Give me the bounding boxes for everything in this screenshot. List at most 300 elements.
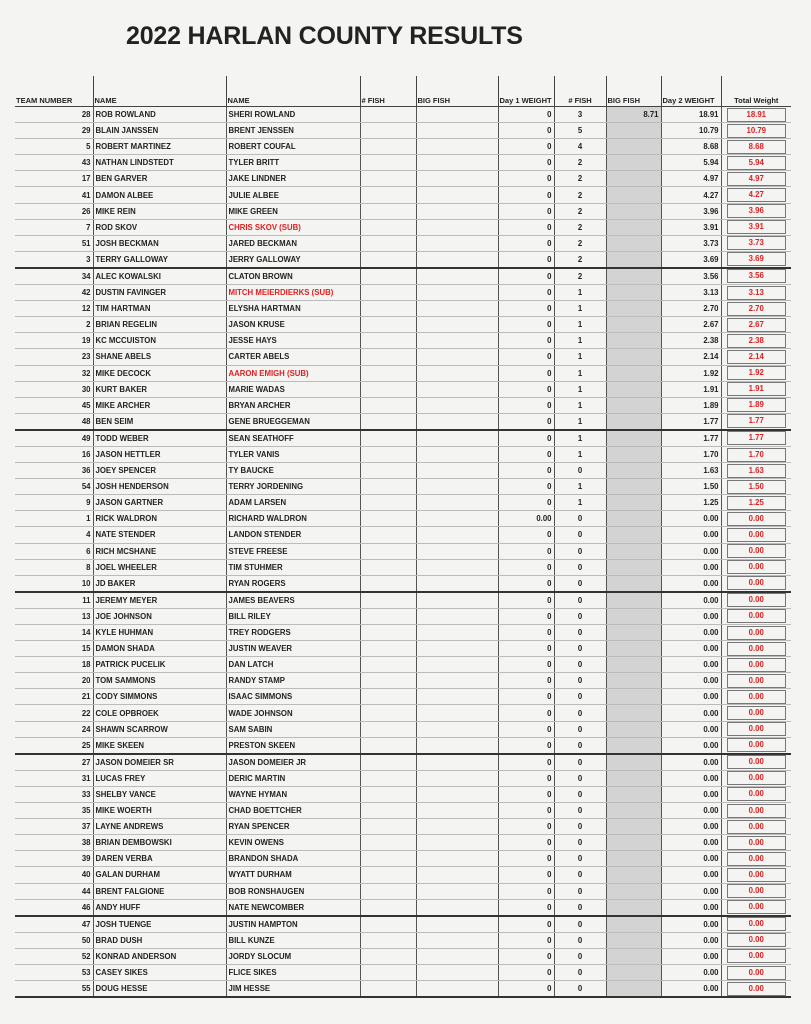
day1-weight-cell: 0 bbox=[498, 349, 554, 365]
fish-day1-cell bbox=[360, 737, 416, 754]
name-1-cell: JOSH TUENGE bbox=[93, 916, 226, 933]
total-weight-value: 0.00 bbox=[727, 626, 787, 640]
table-row bbox=[15, 964, 791, 980]
day1-weight-cell: 0 bbox=[498, 819, 554, 835]
big-fish-day1-cell bbox=[416, 737, 498, 754]
name-2-cell: LANDON STENDER bbox=[226, 527, 360, 543]
big-fish-day2-cell bbox=[606, 381, 661, 397]
name-2-cell: MIKE GREEN bbox=[226, 203, 360, 219]
day1-weight-cell: 0 bbox=[498, 559, 554, 575]
day1-weight-cell: 0 bbox=[498, 737, 554, 754]
big-fish-day1-cell bbox=[416, 301, 498, 317]
big-fish-day2-cell bbox=[606, 203, 661, 219]
team-number-cell: 44 bbox=[15, 883, 93, 899]
fish-day1-cell bbox=[360, 139, 416, 155]
total-weight-value: 0.00 bbox=[727, 528, 787, 542]
team-number-cell: 20 bbox=[15, 673, 93, 689]
big-fish-day2-cell bbox=[606, 948, 661, 964]
team-number-cell: 43 bbox=[15, 155, 93, 171]
day2-weight-cell: 10.79 bbox=[661, 123, 721, 139]
fish-day2-cell: 0 bbox=[554, 867, 606, 883]
team-number-cell: 42 bbox=[15, 285, 93, 301]
team-number-cell: 2 bbox=[15, 317, 93, 333]
table-row bbox=[15, 413, 791, 430]
big-fish-day1-cell bbox=[416, 203, 498, 219]
big-fish-day2-cell bbox=[606, 446, 661, 462]
team-number-cell: 49 bbox=[15, 430, 93, 447]
table-row bbox=[15, 559, 791, 575]
day2-weight-cell: 0.00 bbox=[661, 964, 721, 980]
total-weight-cell bbox=[721, 139, 791, 155]
table-row bbox=[15, 608, 791, 624]
total-weight-value: 1.92 bbox=[727, 366, 787, 380]
total-weight-value: 0.00 bbox=[727, 738, 787, 752]
day2-weight-cell: 2.70 bbox=[661, 301, 721, 317]
name-1-cell: JOEY SPENCER bbox=[93, 463, 226, 479]
name-2-cell: RICHARD WALDRON bbox=[226, 511, 360, 527]
table-row bbox=[15, 835, 791, 851]
total-weight-value: 0.00 bbox=[727, 576, 787, 590]
day1-weight-cell: 0 bbox=[498, 575, 554, 592]
name-2-cell: TERRY JORDENING bbox=[226, 479, 360, 495]
big-fish-day2-cell bbox=[606, 737, 661, 754]
total-weight-cell bbox=[721, 333, 791, 349]
page-title: 2022 HARLAN COUNTY RESULTS bbox=[126, 22, 523, 50]
name-1-cell: DUSTIN FAVINGER bbox=[93, 285, 226, 301]
name-1-cell: DAMON SHADA bbox=[93, 641, 226, 657]
fish-day2-cell: 2 bbox=[554, 219, 606, 235]
big-fish-day1-cell bbox=[416, 657, 498, 673]
table-row bbox=[15, 575, 791, 592]
fish-day1-cell bbox=[360, 899, 416, 916]
total-weight-cell bbox=[721, 123, 791, 139]
big-fish-day2-cell bbox=[606, 333, 661, 349]
total-weight-value: 0.00 bbox=[727, 836, 787, 850]
day2-weight-cell: 3.69 bbox=[661, 251, 721, 268]
big-fish-day2-cell bbox=[606, 786, 661, 802]
big-fish-day1-cell bbox=[416, 803, 498, 819]
team-number-cell: 46 bbox=[15, 899, 93, 916]
total-weight-cell bbox=[721, 867, 791, 883]
team-number-cell: 53 bbox=[15, 964, 93, 980]
name-1-cell: JASON DOMEIER SR bbox=[93, 754, 226, 771]
day1-weight-cell: 0 bbox=[498, 883, 554, 899]
name-1-cell: BEN SEIM bbox=[93, 413, 226, 430]
team-number-cell: 9 bbox=[15, 495, 93, 511]
big-fish-day1-cell bbox=[416, 981, 498, 998]
big-fish-day1-cell bbox=[416, 285, 498, 301]
day2-weight-cell: 0.00 bbox=[661, 754, 721, 771]
name-1-cell: TERRY GALLOWAY bbox=[93, 251, 226, 268]
big-fish-day1-cell bbox=[416, 430, 498, 447]
fish-day2-cell: 4 bbox=[554, 139, 606, 155]
fish-day1-cell bbox=[360, 511, 416, 527]
total-weight-value: 0.00 bbox=[727, 917, 787, 931]
big-fish-day2-cell bbox=[606, 527, 661, 543]
fish-day1-cell bbox=[360, 641, 416, 657]
fish-day2-cell: 5 bbox=[554, 123, 606, 139]
team-number-cell: 40 bbox=[15, 867, 93, 883]
team-number-cell: 41 bbox=[15, 187, 93, 203]
name-1-cell: MIKE DECOCK bbox=[93, 365, 226, 381]
table-row bbox=[15, 317, 791, 333]
fish-day1-cell bbox=[360, 883, 416, 899]
total-weight-value: 0.00 bbox=[727, 820, 787, 834]
day2-weight-cell: 3.56 bbox=[661, 268, 721, 285]
day1-weight-cell: 0 bbox=[498, 705, 554, 721]
big-fish-day2-cell bbox=[606, 770, 661, 786]
total-weight-cell bbox=[721, 251, 791, 268]
big-fish-day1-cell bbox=[416, 171, 498, 187]
big-fish-day2-cell bbox=[606, 883, 661, 899]
total-weight-value: 0.00 bbox=[727, 690, 787, 704]
table-row bbox=[15, 430, 791, 447]
table-row bbox=[15, 625, 791, 641]
day2-weight-cell: 0.00 bbox=[661, 948, 721, 964]
name-2-cell: JUSTIN WEAVER bbox=[226, 641, 360, 657]
big-fish-day1-cell bbox=[416, 365, 498, 381]
day1-weight-cell: 0 bbox=[498, 657, 554, 673]
name-2-cell: JASON DOMEIER JR bbox=[226, 754, 360, 771]
day1-weight-cell: 0 bbox=[498, 268, 554, 285]
day2-weight-cell: 0.00 bbox=[661, 657, 721, 673]
team-number-cell: 8 bbox=[15, 559, 93, 575]
table-row bbox=[15, 786, 791, 802]
day1-weight-cell: 0 bbox=[498, 187, 554, 203]
name-1-cell: BEN GARVER bbox=[93, 171, 226, 187]
big-fish-day1-cell bbox=[416, 107, 498, 123]
day1-weight-cell: 0 bbox=[498, 867, 554, 883]
total-weight-value: 0.00 bbox=[727, 771, 787, 785]
fish-day2-cell: 0 bbox=[554, 608, 606, 624]
total-weight-value: 1.77 bbox=[727, 414, 787, 428]
total-weight-cell bbox=[721, 721, 791, 737]
big-fish-day2-cell bbox=[606, 867, 661, 883]
day1-weight-cell: 0.00 bbox=[498, 511, 554, 527]
team-number-cell: 24 bbox=[15, 721, 93, 737]
team-number-cell: 27 bbox=[15, 754, 93, 771]
fish-day1-cell bbox=[360, 495, 416, 511]
total-weight-cell bbox=[721, 754, 791, 771]
big-fish-day2-cell bbox=[606, 413, 661, 430]
name-1-cell: KYLE HUHMAN bbox=[93, 625, 226, 641]
total-weight-cell bbox=[721, 625, 791, 641]
day2-weight-cell: 4.27 bbox=[661, 187, 721, 203]
total-weight-cell bbox=[721, 916, 791, 933]
fish-day2-cell: 0 bbox=[554, 575, 606, 592]
total-weight-cell bbox=[721, 446, 791, 462]
name-2-cell: TYLER VANIS bbox=[226, 446, 360, 462]
total-weight-value: 5.94 bbox=[727, 156, 787, 170]
table-row bbox=[15, 819, 791, 835]
big-fish-day2-cell bbox=[606, 235, 661, 251]
team-number-cell: 37 bbox=[15, 819, 93, 835]
big-fish-day1-cell bbox=[416, 705, 498, 721]
total-weight-cell bbox=[721, 981, 791, 998]
day2-weight-cell: 3.73 bbox=[661, 235, 721, 251]
fish-day2-cell: 2 bbox=[554, 187, 606, 203]
day1-weight-cell: 0 bbox=[498, 317, 554, 333]
table-row bbox=[15, 673, 791, 689]
big-fish-day1-cell bbox=[416, 689, 498, 705]
table-row bbox=[15, 737, 791, 754]
name-2-cell: SAM SABIN bbox=[226, 721, 360, 737]
day1-weight-cell: 0 bbox=[498, 721, 554, 737]
table-row bbox=[15, 268, 791, 285]
team-number-cell: 26 bbox=[15, 203, 93, 219]
big-fish-day2-cell bbox=[606, 317, 661, 333]
fish-day2-cell: 3 bbox=[554, 107, 606, 123]
big-fish-day2-cell bbox=[606, 349, 661, 365]
name-2-cell: CHAD BOETTCHER bbox=[226, 803, 360, 819]
total-weight-cell bbox=[721, 171, 791, 187]
big-fish-day1-cell bbox=[416, 463, 498, 479]
name-2-cell: CARTER ABELS bbox=[226, 349, 360, 365]
fish-day1-cell bbox=[360, 575, 416, 592]
name-2-cell: RYAN ROGERS bbox=[226, 575, 360, 592]
name-1-cell: JD BAKER bbox=[93, 575, 226, 592]
day1-weight-cell: 0 bbox=[498, 381, 554, 397]
day1-weight-cell: 0 bbox=[498, 608, 554, 624]
day1-weight-cell: 0 bbox=[498, 527, 554, 543]
team-number-cell: 7 bbox=[15, 219, 93, 235]
name-2-cell: ELYSHA HARTMAN bbox=[226, 301, 360, 317]
day2-weight-cell: 0.00 bbox=[661, 819, 721, 835]
name-1-cell: SHELBY VANCE bbox=[93, 786, 226, 802]
day2-weight-cell: 2.67 bbox=[661, 317, 721, 333]
total-weight-value: 3.56 bbox=[727, 269, 787, 283]
big-fish-day1-cell bbox=[416, 608, 498, 624]
table-row bbox=[15, 171, 791, 187]
team-number-cell: 30 bbox=[15, 381, 93, 397]
total-weight-cell bbox=[721, 770, 791, 786]
name-2-cell: BRYAN ARCHER bbox=[226, 397, 360, 413]
big-fish-day1-cell bbox=[416, 851, 498, 867]
big-fish-day2-cell bbox=[606, 932, 661, 948]
team-number-cell: 47 bbox=[15, 916, 93, 933]
table-row bbox=[15, 592, 791, 609]
day1-weight-cell: 0 bbox=[498, 413, 554, 430]
team-number-cell: 16 bbox=[15, 446, 93, 462]
total-weight-value: 0.00 bbox=[727, 933, 787, 947]
total-weight-value: 0.00 bbox=[727, 706, 787, 720]
name-1-cell: DOUG HESSE bbox=[93, 981, 226, 998]
day1-weight-cell: 0 bbox=[498, 754, 554, 771]
name-2-cell: BRENT JENSSEN bbox=[226, 123, 360, 139]
name-1-cell: TIM HARTMAN bbox=[93, 301, 226, 317]
name-2-cell: DERIC MARTIN bbox=[226, 770, 360, 786]
day2-weight-cell: 1.77 bbox=[661, 413, 721, 430]
day2-weight-cell: 1.92 bbox=[661, 365, 721, 381]
total-weight-cell bbox=[721, 592, 791, 609]
team-number-cell: 36 bbox=[15, 463, 93, 479]
header-big-fish-day2: BIG FISH bbox=[606, 76, 661, 107]
name-1-cell: GALAN DURHAM bbox=[93, 867, 226, 883]
name-2-cell: STEVE FREESE bbox=[226, 543, 360, 559]
big-fish-day1-cell bbox=[416, 721, 498, 737]
big-fish-day1-cell bbox=[416, 235, 498, 251]
day2-weight-cell: 1.70 bbox=[661, 446, 721, 462]
total-weight-value: 1.63 bbox=[727, 464, 787, 478]
table-row bbox=[15, 301, 791, 317]
fish-day1-cell bbox=[360, 527, 416, 543]
day1-weight-cell: 0 bbox=[498, 916, 554, 933]
total-weight-cell bbox=[721, 786, 791, 802]
total-weight-cell bbox=[721, 155, 791, 171]
fish-day1-cell bbox=[360, 981, 416, 998]
name-2-cell: WYATT DURHAM bbox=[226, 867, 360, 883]
day1-weight-cell: 0 bbox=[498, 397, 554, 413]
total-weight-cell bbox=[721, 705, 791, 721]
name-2-cell: MARIE WADAS bbox=[226, 381, 360, 397]
total-weight-value: 0.00 bbox=[727, 674, 787, 688]
big-fish-day1-cell bbox=[416, 592, 498, 609]
team-number-cell: 6 bbox=[15, 543, 93, 559]
total-weight-value: 4.27 bbox=[727, 188, 787, 202]
fish-day1-cell bbox=[360, 786, 416, 802]
name-1-cell: PATRICK PUCELIK bbox=[93, 657, 226, 673]
big-fish-day2-cell bbox=[606, 964, 661, 980]
total-weight-cell bbox=[721, 559, 791, 575]
fish-day2-cell: 2 bbox=[554, 203, 606, 219]
fish-day2-cell: 0 bbox=[554, 559, 606, 575]
table-row bbox=[15, 155, 791, 171]
fish-day2-cell: 1 bbox=[554, 413, 606, 430]
total-weight-value: 1.91 bbox=[727, 382, 787, 396]
day1-weight-cell: 0 bbox=[498, 835, 554, 851]
total-weight-cell bbox=[721, 511, 791, 527]
big-fish-day1-cell bbox=[416, 317, 498, 333]
fish-day2-cell: 0 bbox=[554, 543, 606, 559]
fish-day2-cell: 2 bbox=[554, 155, 606, 171]
name-1-cell: JOE JOHNSON bbox=[93, 608, 226, 624]
name-2-cell: JESSE HAYS bbox=[226, 333, 360, 349]
total-weight-cell bbox=[721, 948, 791, 964]
day1-weight-cell: 0 bbox=[498, 333, 554, 349]
big-fish-day1-cell bbox=[416, 446, 498, 462]
day1-weight-cell: 0 bbox=[498, 123, 554, 139]
name-2-cell: JERRY GALLOWAY bbox=[226, 251, 360, 268]
big-fish-day1-cell bbox=[416, 543, 498, 559]
total-weight-value: 0.00 bbox=[727, 609, 787, 623]
name-2-cell: ROBERT COUFAL bbox=[226, 139, 360, 155]
table-row bbox=[15, 251, 791, 268]
big-fish-day1-cell bbox=[416, 835, 498, 851]
team-number-cell: 23 bbox=[15, 349, 93, 365]
table-row bbox=[15, 981, 791, 998]
name-2-cell: BRANDON SHADA bbox=[226, 851, 360, 867]
day2-weight-cell: 0.00 bbox=[661, 803, 721, 819]
name-1-cell: MIKE SKEEN bbox=[93, 737, 226, 754]
big-fish-day1-cell bbox=[416, 770, 498, 786]
fish-day1-cell bbox=[360, 608, 416, 624]
fish-day2-cell: 2 bbox=[554, 268, 606, 285]
name-1-cell: CASEY SIKES bbox=[93, 964, 226, 980]
big-fish-day1-cell bbox=[416, 268, 498, 285]
name-1-cell: RICK WALDRON bbox=[93, 511, 226, 527]
total-weight-cell bbox=[721, 851, 791, 867]
fish-day1-cell bbox=[360, 285, 416, 301]
name-1-cell: CODY SIMMONS bbox=[93, 689, 226, 705]
big-fish-day1-cell bbox=[416, 754, 498, 771]
name-1-cell: BRIAN REGELIN bbox=[93, 317, 226, 333]
header-fish-day2: # FISH bbox=[554, 76, 606, 107]
total-weight-cell bbox=[721, 899, 791, 916]
fish-day2-cell: 0 bbox=[554, 964, 606, 980]
total-weight-cell bbox=[721, 107, 791, 123]
fish-day2-cell: 1 bbox=[554, 333, 606, 349]
big-fish-day1-cell bbox=[416, 413, 498, 430]
total-weight-cell bbox=[721, 641, 791, 657]
table-row bbox=[15, 495, 791, 511]
big-fish-day2-cell bbox=[606, 657, 661, 673]
total-weight-cell bbox=[721, 932, 791, 948]
day2-weight-cell: 0.00 bbox=[661, 883, 721, 899]
name-2-cell: FLICE SIKES bbox=[226, 964, 360, 980]
team-number-cell: 33 bbox=[15, 786, 93, 802]
table-row bbox=[15, 349, 791, 365]
fish-day1-cell bbox=[360, 657, 416, 673]
team-number-cell: 12 bbox=[15, 301, 93, 317]
big-fish-day1-cell bbox=[416, 575, 498, 592]
name-2-cell: KEVIN OWENS bbox=[226, 835, 360, 851]
day2-weight-cell: 1.91 bbox=[661, 381, 721, 397]
total-weight-cell bbox=[721, 381, 791, 397]
big-fish-day2-cell bbox=[606, 754, 661, 771]
day1-weight-cell: 0 bbox=[498, 592, 554, 609]
total-weight-value: 0.00 bbox=[727, 966, 787, 980]
table-row bbox=[15, 139, 791, 155]
total-weight-value: 0.00 bbox=[727, 804, 787, 818]
day2-weight-cell: 0.00 bbox=[661, 625, 721, 641]
total-weight-cell bbox=[721, 301, 791, 317]
day2-weight-cell: 0.00 bbox=[661, 575, 721, 592]
total-weight-cell bbox=[721, 575, 791, 592]
total-weight-value: 0.00 bbox=[727, 787, 787, 801]
fish-day2-cell: 0 bbox=[554, 948, 606, 964]
team-number-cell: 29 bbox=[15, 123, 93, 139]
total-weight-value: 3.73 bbox=[727, 236, 787, 250]
header-fish-day1: # FISH bbox=[360, 76, 416, 107]
big-fish-day1-cell bbox=[416, 932, 498, 948]
big-fish-day1-cell bbox=[416, 397, 498, 413]
day1-weight-cell: 0 bbox=[498, 981, 554, 998]
fish-day2-cell: 0 bbox=[554, 641, 606, 657]
fish-day2-cell: 1 bbox=[554, 365, 606, 381]
table-row bbox=[15, 867, 791, 883]
header-name-2: NAME bbox=[226, 76, 360, 107]
big-fish-day1-cell bbox=[416, 349, 498, 365]
day2-weight-cell: 0.00 bbox=[661, 543, 721, 559]
day2-weight-cell: 0.00 bbox=[661, 641, 721, 657]
fish-day1-cell bbox=[360, 219, 416, 235]
total-weight-cell bbox=[721, 803, 791, 819]
big-fish-day1-cell bbox=[416, 251, 498, 268]
total-weight-value: 0.00 bbox=[727, 722, 787, 736]
fish-day2-cell: 1 bbox=[554, 317, 606, 333]
fish-day2-cell: 0 bbox=[554, 981, 606, 998]
day2-weight-cell: 0.00 bbox=[661, 851, 721, 867]
day1-weight-cell: 0 bbox=[498, 463, 554, 479]
fish-day2-cell: 0 bbox=[554, 786, 606, 802]
big-fish-day2-cell bbox=[606, 705, 661, 721]
fish-day2-cell: 0 bbox=[554, 835, 606, 851]
big-fish-day2-cell bbox=[606, 916, 661, 933]
day1-weight-cell: 0 bbox=[498, 673, 554, 689]
fish-day1-cell bbox=[360, 479, 416, 495]
day2-weight-cell: 0.00 bbox=[661, 786, 721, 802]
fish-day2-cell: 1 bbox=[554, 285, 606, 301]
